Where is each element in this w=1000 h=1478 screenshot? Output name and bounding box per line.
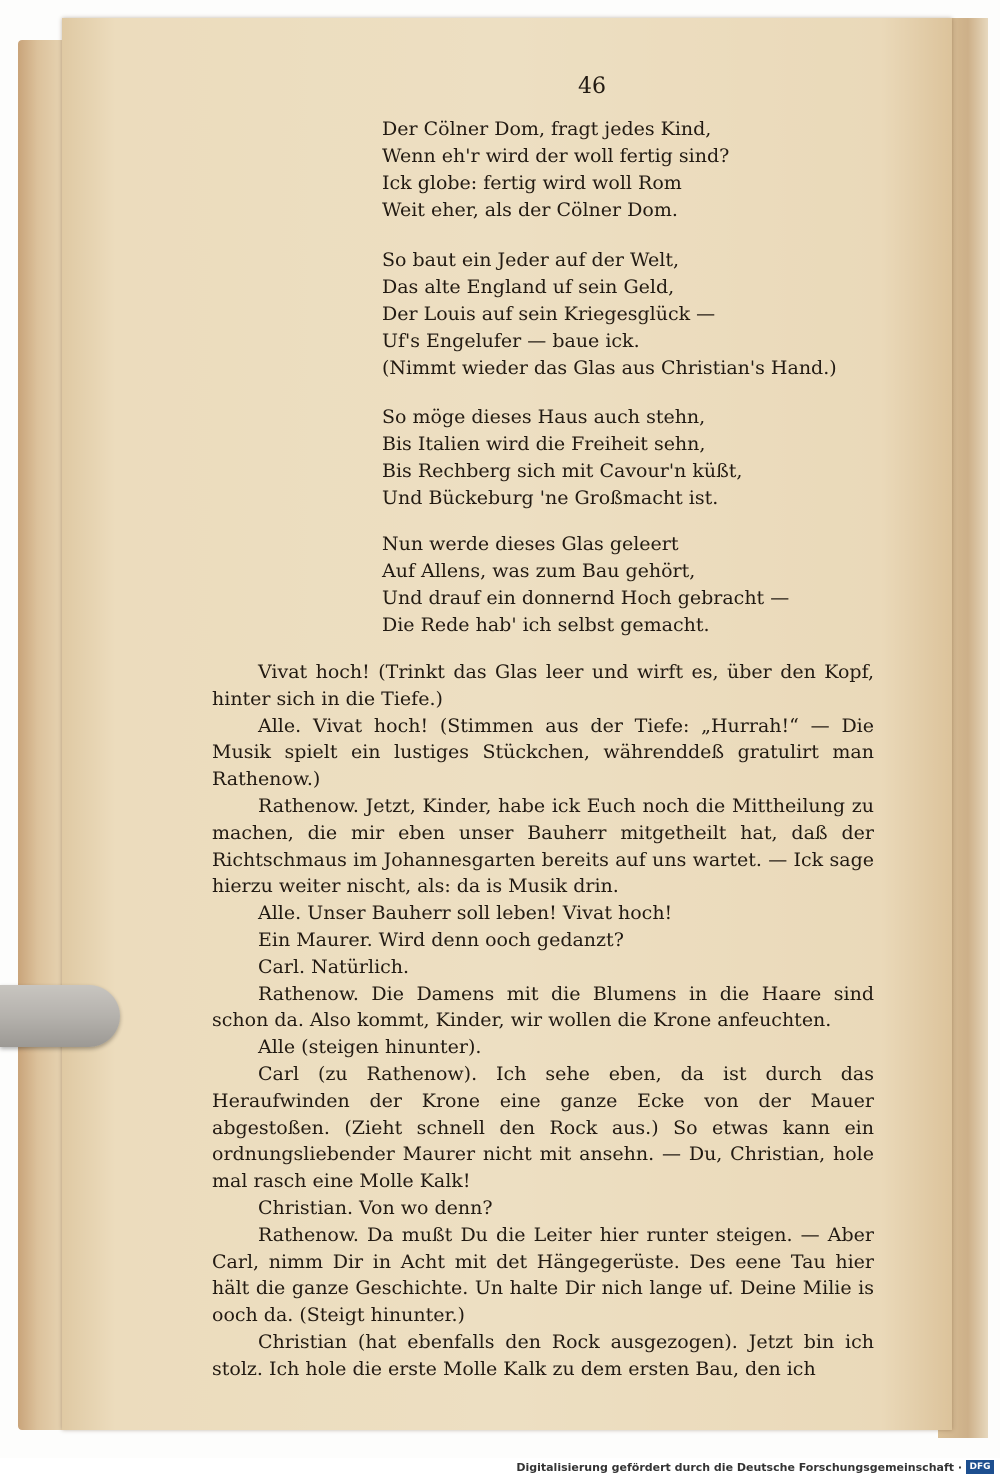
verse-line: Uf's Engelufer — baue ick. [382, 330, 640, 352]
page-clip [0, 985, 120, 1047]
dialogue-paragraph: Vivat hoch! (Trinkt das Glas leer und wirft es, über den Kopf, hinter sich in die Tiefe.) [212, 661, 874, 710]
verse-line: Das alte England uf sein Geld, [382, 276, 675, 298]
dialogue-paragraph: Christian. Von wo denn? [258, 1196, 493, 1219]
dialogue-paragraph: Christian (hat ebenfalls den Rock ausgezogen). Jetzt bin ich stolz. Ich hole die erste Molle Kalk zu dem ersten Bau, den ich [212, 1330, 874, 1380]
verse-stanza-3 [382, 404, 742, 512]
dialogue-paragraph: Alle. Vivat hoch! (Stimmen aus der Tiefe: „Hurrah!“ — Die Musik spielt ein lustiges Stückchen, währenddeß gratulirt man Rathenow.) [212, 714, 874, 791]
book-edge-left [18, 40, 68, 1430]
dialogue-paragraph: Carl (zu Rathenow). Ich sehe eben, da ist durch das Heraufwinden der Krone eine ganze Ecke von der Mauer abgestoßen. (Zieht schnell den Rock aus.) So etwas kann ein ordnungsliebender Maurer nicht mit ansehn. — Du, Christian, hole mal rasch eine Molle Kalk! [212, 1062, 874, 1193]
dialogue-paragraph: Rathenow. Da mußt Du die Leiter hier runter steigen. — Aber Carl, nimm Dir in Acht mit det Hängegerüste. Des eene Tau hier hält die ganze Geschichte. Un halte Dir nich lange uf. Deine Milie is ooch da. (Steigt hinunter.) [212, 1223, 874, 1327]
verse-stanza-4 [382, 531, 789, 639]
dialogue-paragraph: Ein Maurer. Wird denn ooch gedanzt? [258, 928, 624, 951]
verse-line: Bis Italien wird die Freiheit sehn, [382, 433, 706, 455]
dialogue-paragraph: Rathenow. Jetzt, Kinder, habe ick Euch noch die Mittheilung zu machen, die mir eben unser Bauherr mitgetheilt hat, daß der Richtschmaus im Johannesgarten bereits auf uns wartet. — Ick sage hierzu weiter nischt, als: da is Musik drin. [212, 794, 874, 898]
dialogue-paragraph: Carl. Natürlich. [258, 955, 410, 978]
verse-stanza-1 [382, 116, 729, 224]
verse-line: Der Louis auf sein Kriegesglück — [382, 303, 716, 325]
verse-line: Und drauf ein donnernd Hoch gebracht — [382, 587, 790, 609]
verse-stanza-2 [382, 247, 837, 382]
dfg-logo: DFG [966, 1460, 994, 1474]
verse-line: Und Bückeburg 'ne Großmacht ist. [382, 487, 719, 509]
funding-notice: Digitalisierung gefördert durch die Deutsche Forschungsgemeinschaft · [516, 1461, 962, 1474]
dialogue-paragraph: Alle. Unser Bauherr soll leben! Vivat hoch! [258, 902, 673, 925]
verse-line: Weit eher, als der Cölner Dom. [382, 199, 678, 221]
verse-line: Wenn eh'r wird der woll fertig sind? [382, 145, 730, 167]
verse-line: So baut ein Jeder auf der Welt, [382, 249, 680, 271]
page-number: 46 [578, 74, 606, 99]
dialogue-body [212, 659, 874, 1383]
book-page [62, 18, 952, 1430]
verse-line: Auf Allens, was zum Bau gehört, [382, 560, 696, 582]
verse-line: Bis Rechberg sich mit Cavour'n küßt, [382, 460, 743, 482]
stage-direction: (Nimmt wieder das Glas aus Christian's Hand.) [382, 357, 837, 379]
verse-line: Ick globe: fertig wird woll Rom [382, 172, 682, 194]
dialogue-paragraph: Alle (steigen hinunter). [258, 1036, 482, 1059]
verse-line: Die Rede hab' ich selbst gemacht. [382, 614, 710, 636]
verse-line: So möge dieses Haus auch stehn, [382, 406, 706, 428]
verse-line: Nun werde dieses Glas geleert [382, 533, 679, 555]
dialogue-paragraph: Rathenow. Die Damens mit die Blumens in die Haare sind schon da. Also kommt, Kinder, wir wollen die Krone anfeuchten. [212, 982, 874, 1032]
verse-line: Der Cölner Dom, fragt jedes Kind, [382, 118, 712, 140]
